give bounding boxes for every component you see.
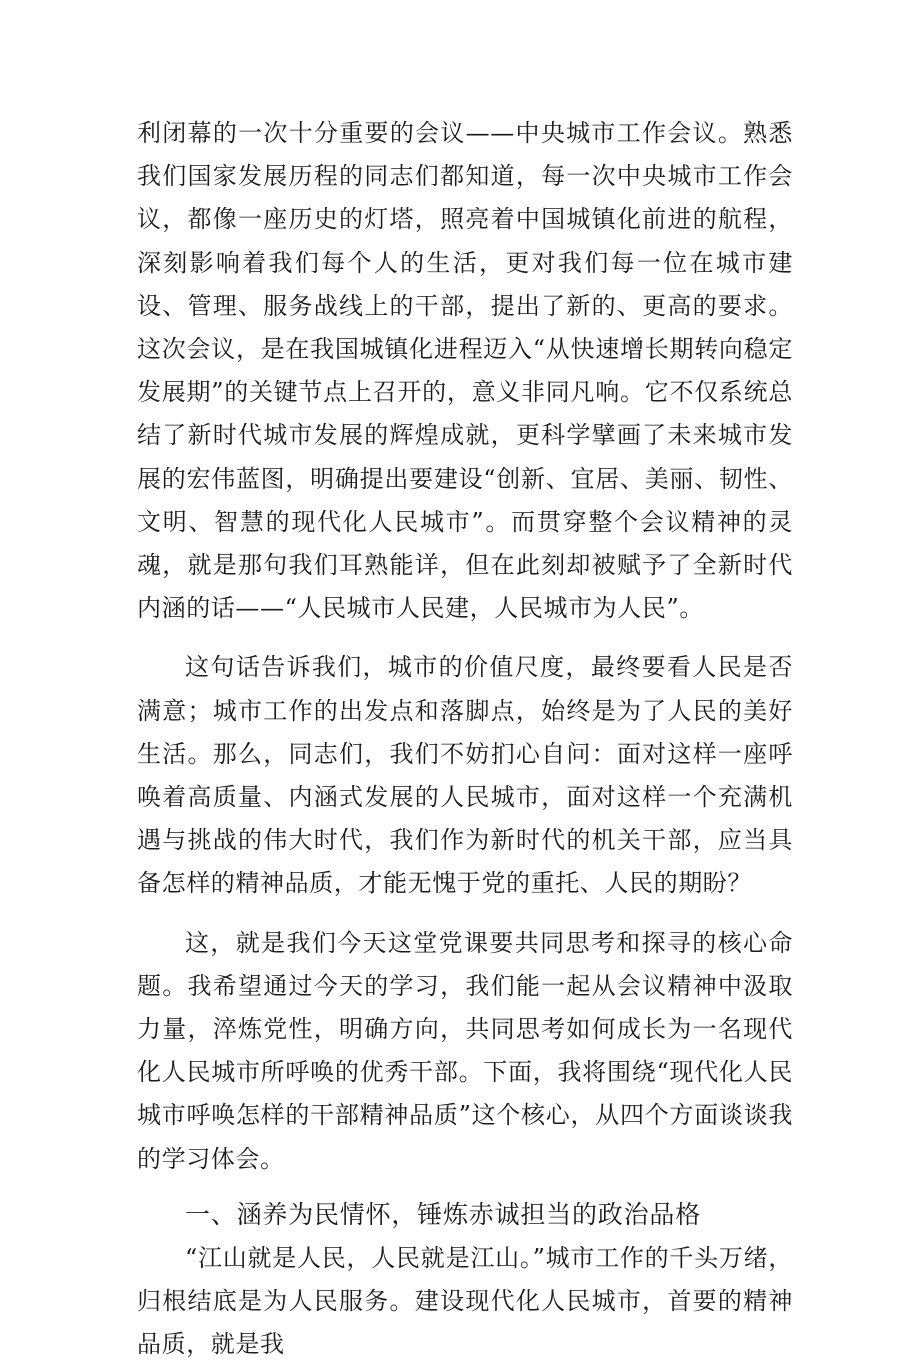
- paragraph-value-measure: 这句话告诉我们，城市的价值尺度，最终要看人民是否满意；城市工作的出发点和落脚点，始终是为了人民的美好生活。那么，同志们，我们不妨扪心自问：面对这样一座呼唤着高质量、内涵式发展的人民城市，面对这样一个充满机遇与挑战的伟大时代，我们作为新时代的机关干部，应当具备怎样的精神品质，才能无愧于党的重托、人民的期盼？: [137, 653, 793, 898]
- paragraph-core-question: 这，就是我们今天这堂党课要共同思考和探寻的核心命题。我希望通过今天的学习，我们能一起从会议精神中汲取力量，淬炼党性，明确方向，共同思考如何成长为一名现代化人民城市所呼唤的优秀干部。下面，我将围绕“现代化人民城市呼唤怎样的干部精神品质”这个核心，从四个方面谈谈我的学习体会。: [137, 928, 793, 1173]
- paragraph-intro-continued: 利闭幕的一次十分重要的会议——中央城市工作会议。熟悉我们国家发展历程的同志们都知道，每一次中央城市工作会议，都像一座历史的灯塔，照亮着中国城镇化前进的航程，深刻影响着我们每个人的生活，更对我们每一位在城市建设、管理、服务战线上的干部，提出了新的、更高的要求。这次会议，是在我国城镇化进程迈入“从快速增长期转向稳定发展期”的关键节点上召开的，意义非同凡响。它不仅系统总结了新时代城市发展的辉煌成就，更科学擘画了未来城市发展的宏伟蓝图，明确提出要建设“创新、宜居、美丽、韧性、文明、智慧的现代化人民城市”。而贯穿整个会议精神的灵魂，就是那句我们耳熟能详，但在此刻却被赋予了全新时代内涵的话——“人民城市人民建，人民城市为人民”。: [137, 119, 793, 623]
- document-body: [137, 112, 793, 1366]
- paragraph-section-one-start: “江山就是人民，人民就是江山。”城市工作的千头万绪，归根结底是为人民服务。建设现代化人民城市，首要的精神品质，就是我: [137, 1243, 793, 1359]
- section-heading-one: 一、涵养为民情怀，锤炼赤诚担当的政治品格: [185, 1199, 702, 1229]
